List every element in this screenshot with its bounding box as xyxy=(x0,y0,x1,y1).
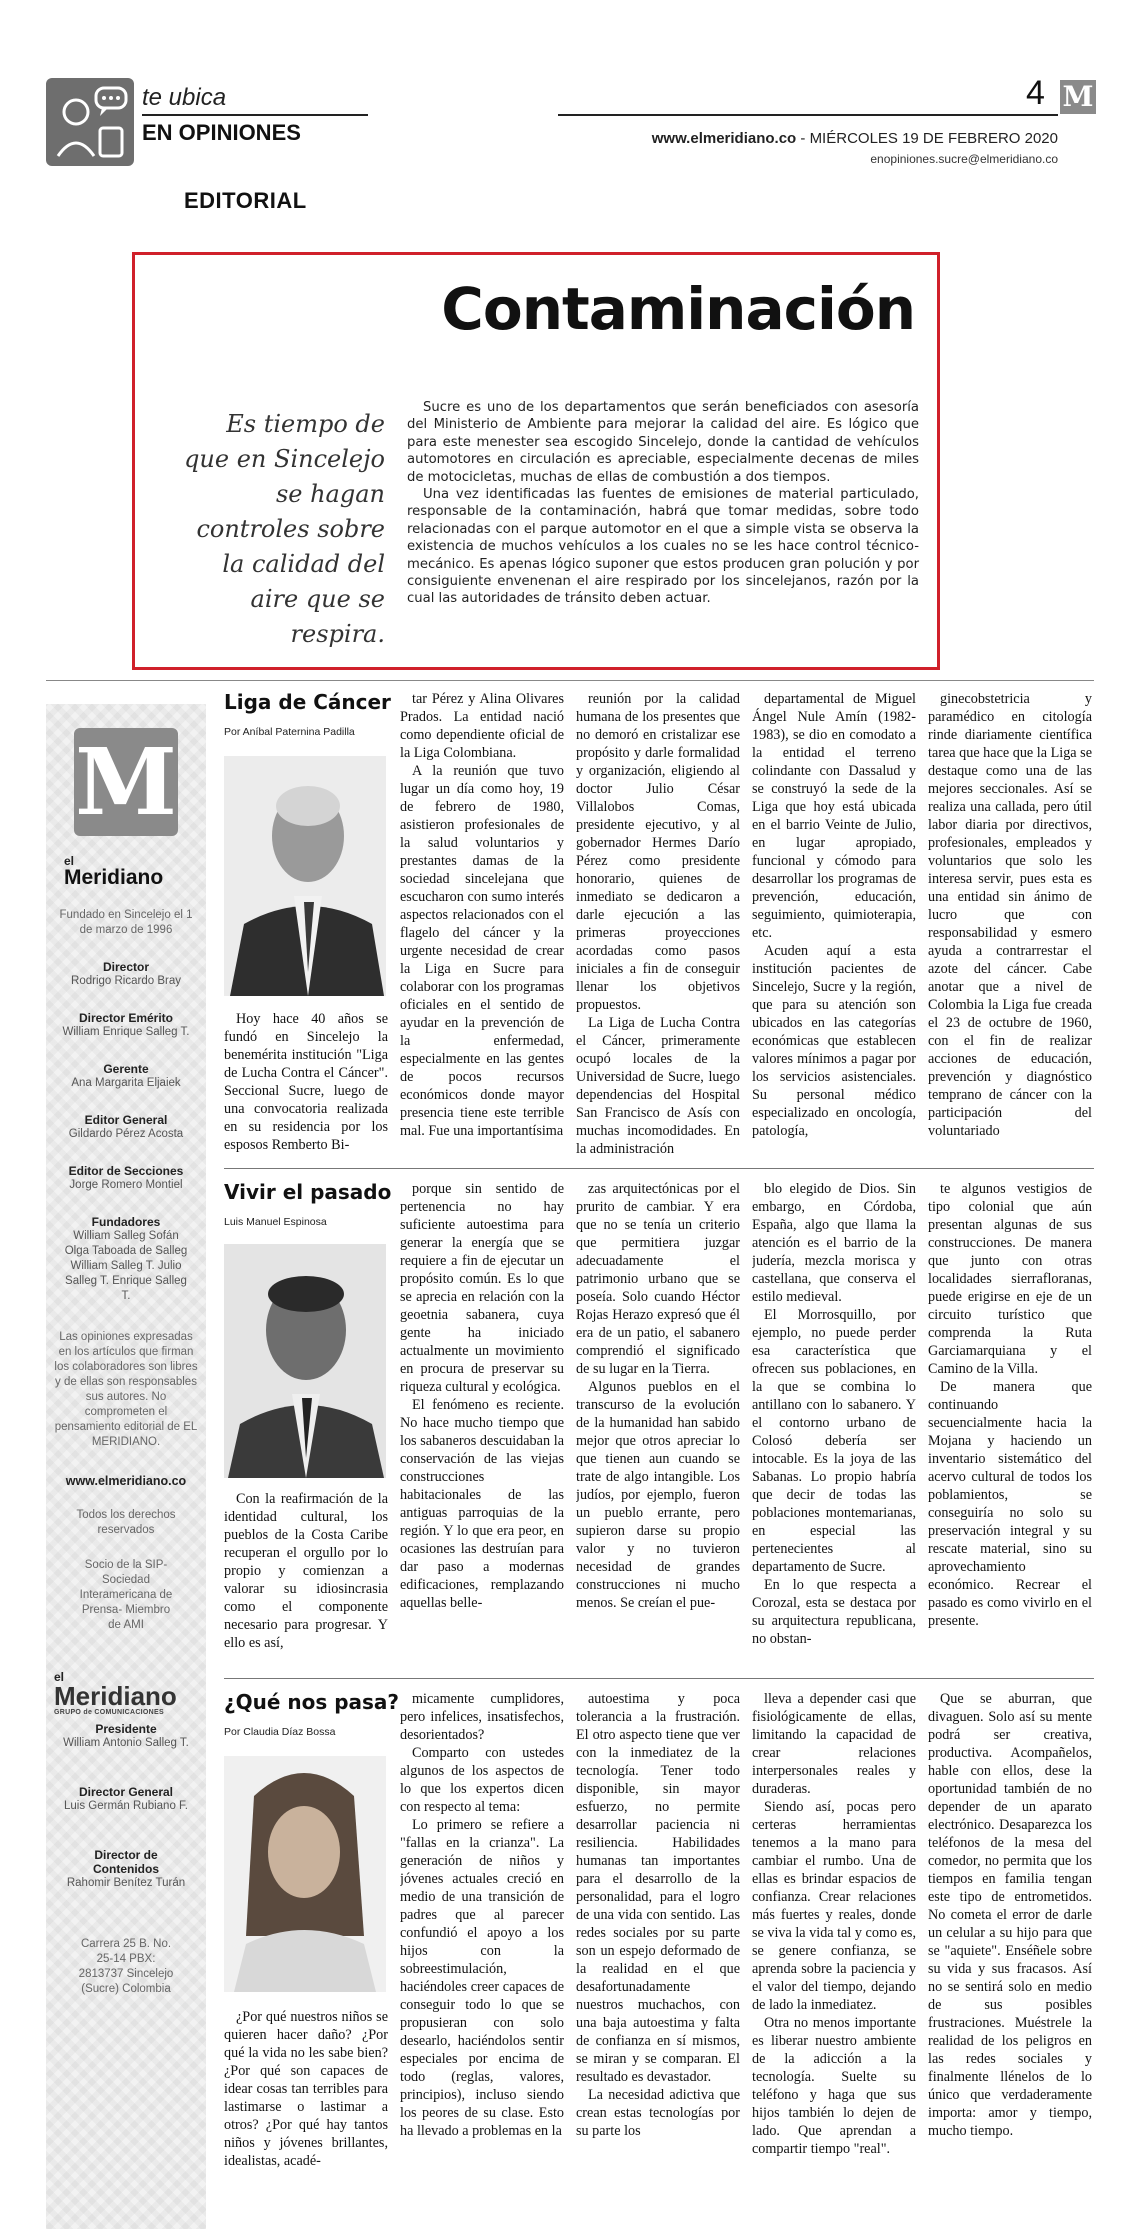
article-divider xyxy=(224,1678,1094,1679)
article-paragraph: Hoy hace 40 años se fundó en Sincelejo la benemérita institución "Liga de Lucha Contra el Cáncer". Seccional Sucre, luego de una convocatoria realizada en su residencia por los esposos Remberto Bi- xyxy=(224,1011,388,1153)
sidebar-website-link[interactable]: www.elmeridiano.co xyxy=(65,1474,187,1488)
article-byline: Por Claudia Díaz Bossa xyxy=(224,1726,336,1738)
article-paragraph: ginecobstetricia y paramédico en citología rinde diariamente científica tarea que hace que la Liga se destaque como una de las mejores seccionales. Así se realiza una callada, pero útil labor diaria por directivos, profesionales, empleados y voluntarios que solo les interesa servir, pues esta es una entidad sin ánimo de lucro que con responsabilidad y esmero ayuda a contrarrestar el azote del cáncer. Cabe anotar que a nivel de Colombia la Liga fue creada el 23 de octubre de 1960, con el fin de realizar acciones de educación, prevención y diagnóstico temprano de cáncer con la participación del voluntariado xyxy=(928,691,1092,1139)
staff-role: Editor de Secciones xyxy=(68,1164,184,1178)
article-liga-de-cancer xyxy=(224,690,1094,1160)
editorial-pullquote: Es tiempo de que en Sincelejo se hagan controles sobre la calidad del aire que se respira. xyxy=(184,410,385,648)
article-paragraph: El fenómeno es reciente. No hace mucho tiempo que los sabaneros descuidaban la conservación de las viejas construcciones habitacionales de las antiguas parroquias de la región. Y lo que era peor, en ocasiones las destruían para dar paso a modernas edificaciones, remplazando aquellas belle- xyxy=(400,1397,564,1611)
article-paragraph: Siendo así, pocas pero certeras herramientas tenemos a la mano para cambiar el rumbo. Una de ellas es brindar espacios de confianza. Crear relaciones más fuertes y reales, donde se viva la vida tal y como es, se genere confianza, se aprenda sobre la paciencia y el valor del tiempo, dejando de lado la inmediatez. xyxy=(752,1799,916,2013)
article-paragraph: Otra no menos importante es liberar nuestro ambiente de la adicción a la tecnología. Suelte su teléfono y haga que sus hijos también lo dejen de lado. Que aprendan a compartir tiempo "real". xyxy=(752,2015,916,2157)
editorial-label: EDITORIAL xyxy=(184,188,307,213)
author-photo xyxy=(224,1244,386,1478)
brand-prefix: el xyxy=(64,854,75,868)
article-column xyxy=(928,1180,1092,1666)
editorial-title: Contaminación xyxy=(441,275,915,343)
opinion-chat-icon xyxy=(46,78,134,166)
article-column xyxy=(400,690,564,1156)
header-divider xyxy=(558,114,1058,116)
article-que-nos-pasa xyxy=(224,1690,1094,2222)
article-paragraph: La Liga de Lucha Contra el Cáncer, primeramente ocupó locales de la Universidad de Sucre, luego dependencias del Hospital San Francisco de Asís con muchas incomodidades. En la administración xyxy=(576,1015,740,1156)
article-paragraph: micamente cumplidores, pero infelices, insatisfechos, desorientados? xyxy=(400,1691,564,1743)
editorial-paragraph: Sucre es uno de los departamentos que serán beneficiados con asesoría del Ministerio de Ambiente para mejorar la calidad del aire. Es lógico que para este menester sea escogido Sincelejo, donde la cantidad de vehículos automotores en circulación es apreciable, especialmente decenas de miles de motocicletas, muchas de ellas de combustión a dos tiempos. xyxy=(407,400,919,485)
website-link[interactable]: www.elmeridiano.co xyxy=(651,130,797,147)
article-paragraph: ¿Por qué nuestros niños se quieren hacer daño? ¿Por qué la vida no les sabe bien? ¿Por qué son capaces de idear cosas tan terribles para lastimarse o lastimar a otros? ¿Por qué hay tantos niños y jóvenes brillantes, idealistas, acadé- xyxy=(224,2009,388,2169)
article-paragraph: A la reunión que tuvo lugar un día como hoy, 19 de febrero de 1980, asistieron profesionales de la salud voluntarios y prestantes damas de la sociedad sincelejana que escucharon con sumo interés aspectos relacionados con el flagelo del cáncer y la urgente necesidad de crear la Liga en Sucre para colaborar con los programas oficiales en el sentido de ayudar en la prevención de la enfermedad, especialmente en las gentes de pocos recursos económicos donde mayor presencia tiene este terrible mal. Fue una importantísima xyxy=(400,763,564,1139)
article-paragraph: Con la reafirmación de la identidad cultural, los pueblos de la Costa Caribe recuperan el orgullo por lo propio y comienzan a valorar su idiosincrasia como el componente necesario para progresar. Y ello es así, xyxy=(224,1491,388,1651)
article-column xyxy=(752,1180,916,1666)
article-paragraph: Que se aburran, que divaguen. Solo así su mente podrá ser creativa, productiva. Acompañelos, hable con ellos, dese la oportunidad también de no depender de un aparato electrónico. Desaparezca los teléfonos de la mesa del comedor, no permita que los tiempos en familia tengan este tipo de entrometidos. No cometa el error de darle un celular a su hijo para que se "aquiete". Enséñele sobre su vida y sus fracasos. Así no se sentirá solo en medio de sus posibles frustraciones. Muéstrele la realidad de los peligros en las redes sociales y finalmente llénelos de lo único que verdaderamente importa: amor y tiempo, mucho tiempo. xyxy=(928,1691,1092,2139)
article-paragraph: Acuden aquí a esta institución pacientes de Sincelejo, Sucre y la región, que para su atención son ubicados en las categorías económicas que establecen valores mínimos a pagar por los servicios asistenciales. Su personal médico especializado en oncología, patología, xyxy=(752,943,916,1139)
masthead-sidebar xyxy=(46,704,206,2229)
article-column xyxy=(928,690,1092,1156)
staff-role: Editor General xyxy=(84,1113,168,1127)
article-divider xyxy=(224,1168,1094,1169)
contact-email[interactable]: enopiniones.sucre@elmeridiano.co xyxy=(870,152,1058,166)
staff-name: Gildardo Pérez Acosta xyxy=(68,1128,184,1140)
article-paragraph: Comparto con ustedes algunos de los aspectos de lo que los expertos dicen con respecto al tema: xyxy=(400,1745,564,1815)
staff-name: William Salleg Sofán Olga Taboada de Salleg William Salleg T. Julio Salleg T. Enrique Salleg T. xyxy=(64,1230,188,1302)
staff-role: Director Emérito xyxy=(78,1011,174,1025)
founded-note: Fundado en Sincelejo el 1 de marzo de 1996 xyxy=(59,909,193,936)
meridiano-logo-icon: M xyxy=(75,728,177,836)
article-byline: Luis Manuel Espinosa xyxy=(224,1216,327,1228)
brand-name: Meridiano xyxy=(64,866,164,889)
kicker-text: te ubica xyxy=(142,84,227,111)
article-column xyxy=(752,1690,916,2218)
staff-role: Presidente xyxy=(95,1722,157,1736)
article-column xyxy=(224,2008,388,2218)
article-column xyxy=(752,690,916,1156)
article-column xyxy=(576,1180,740,1666)
kicker-divider xyxy=(142,114,368,116)
article-column xyxy=(576,690,740,1156)
article-paragraph: La necesidad adictiva que crean estas tecnologías por su parte los xyxy=(576,2087,740,2139)
rights-note: Todos los derechos reservados xyxy=(76,1509,176,1536)
editorial-box xyxy=(132,252,940,670)
article-paragraph: zas arquitectónicas por el prurito de cambiar. Y era que no se tenía un criterio que permitiera juzgar adecuadamente el patrimonio urbano que se poseía. Solo cuando Héctor Rojas Herazo expresó que él era de un patio, el sabanero comprendió el significado de su lugar en la Tierra. xyxy=(576,1181,740,1377)
article-title: Liga de Cáncer xyxy=(224,690,391,714)
page-header xyxy=(46,74,1096,168)
article-paragraph: En lo que respecta a Corozal, esta se destaca por su arquitectura republicana, no obstan- xyxy=(752,1577,916,1647)
group-brand-prefix: el xyxy=(54,1670,65,1684)
staff-name: Luis Germán Rubiano F. xyxy=(63,1800,188,1812)
article-column xyxy=(400,1180,564,1666)
article-column xyxy=(224,1490,388,1666)
article-paragraph: De manera que continuando secuencialmente hacia la Mojana y haciendo un inventario sistemático del acervo cultural de todos los poblamientos, se conseguiría no solo su preservación integral y su rescate material, sino su aprovechamiento económico. Recrear el pasado es como vivirlo en el presente. xyxy=(928,1379,1092,1629)
article-column xyxy=(224,1010,388,1156)
article-column xyxy=(400,1690,564,2218)
editorial-body xyxy=(407,399,919,608)
article-column xyxy=(928,1690,1092,2218)
staff-role: Director de Contenidos xyxy=(93,1848,159,1876)
group-brand xyxy=(46,1671,206,1716)
staff-role: Director General xyxy=(78,1785,174,1799)
article-paragraph: departamental de Miguel Ángel Nule Amín (1982-1983), se dio en comodato a la entidad el terreno colindante con Dassalud y se construyó la sede de la Liga que hoy está ubicada en el barrio Veinte de Julio, en lugar apropiado, funcional y cómodo para desarrollar los programas de prevención, educación, seguimiento, quimioterapia, etc. xyxy=(752,691,916,941)
masthead-brand xyxy=(46,854,206,888)
staff-name: Ana Margarita Eljaiek xyxy=(71,1077,181,1089)
article-paragraph: porque sin sentido de pertenencia no hay suficiente autoestima para generar la energía que se requiere a fin de ejecutar un propósito común. Es lo que se aprecia en relación con la geoetnia sabanera, cuya gente ha iniciado actualmente un movimiento en procura de preservar su riqueza cultural y ecológica. xyxy=(400,1181,564,1395)
author-photo xyxy=(224,1756,386,1992)
staff-name: William Enrique Salleg T. xyxy=(62,1026,190,1038)
article-paragraph: te algunos vestigios de tipo colonial que aún presentan algunas de sus construcciones. De manera que junto con otras localidades sierrafloranas, puede erigirse en eje de un circuito turístico que comprenda la Ruta Garciamarquiana y el Camino de la Villa. xyxy=(928,1181,1092,1377)
author-photo xyxy=(224,756,386,996)
article-title: Vivir el pasado xyxy=(224,1180,392,1204)
article-title: ¿Qué nos pasa? xyxy=(224,1690,400,1714)
section-divider xyxy=(46,680,1094,681)
dateline-separator: - xyxy=(800,130,810,147)
dateline xyxy=(652,130,1058,147)
article-paragraph: blo elegido de Dios. Sin embargo, en Córdoba, España, algo que llama la atención es el barrio de la judería, mezcla morisca y castellana, que conserva el estilo medieval. xyxy=(752,1181,916,1305)
staff-role: Gerente xyxy=(103,1062,149,1076)
article-byline: Por Aníbal Paternina Padilla xyxy=(224,726,355,738)
page-number: 4 xyxy=(1026,74,1045,112)
article-paragraph: El Morrosquillo, por ejemplo, no puede perder esa característica que ofrecen sus poblaciones, en la que se combina lo antillano con lo sabanero. Y el contorno urbano de Colosó debería ser intocable. Es la joya de las Sabanas. Lo propio habría que decir de todas las poblaciones montemarianas, en especial las pertenecientes al departamento de Sucre. xyxy=(752,1307,916,1575)
group-brand-tagline: GRUPO de COMUNICACIONES xyxy=(54,1709,164,1716)
article-paragraph: tar Pérez y Alina Olivares Prados. La entidad nació como dependiente oficial de la Liga Colombiana. xyxy=(400,691,564,761)
article-paragraph: lleva a depender casi que fisiológicamente de ellas, limitando la capacidad de crear relaciones interpersonales reales y duraderas. xyxy=(752,1691,916,1797)
article-paragraph: autoestima y poca tolerancia a la frustración. El otro aspecto tiene que ver con la inmediatez de la tecnología. Tener todo disponible, sin mayor esfuerzo, no permite desarrollar paciencia ni resiliencia. Habilidades humanas tan importantes para el desarrollo de la personalidad, para el logro de una vida con sentido. Las redes sociales por su parte son un espejo deformado de la realidad en el que desafortunadamente nuestros muchachos, con una baja autoestima y falta de confianza en sí mismos, se miran y se comparan. El resultado es devastador. xyxy=(576,1691,740,2085)
issue-date: MIÉRCOLES 19 DE FEBRERO 2020 xyxy=(809,130,1058,147)
article-column xyxy=(576,1690,740,2218)
group-brand-name: Meridiano xyxy=(54,1681,177,1711)
article-paragraph: reunión por la calidad humana de los presentes que no demoró en cristalizar ese propósito y darle formalidad y organización, eligiendo al doctor Julio César Villalobos Comas, presidente ejecutivo, y al gobernador Hermes Darío Pérez como presidente honorario, quienes de inmediato se dedicaron a darle ejecución a las primeras proyecciones acordadas como pasos iniciales a fin de conseguir llenar los objetivos propuestos. xyxy=(576,691,740,1013)
staff-role: Director xyxy=(102,960,149,974)
staff-name: William Antonio Salleg T. xyxy=(63,1737,189,1749)
article-paragraph: Lo primero se refiere a "fallas en la crianza". La generación de niños y jóvenes actuales creció en medio de una transición de padres que al parecer confundió el apoyo a los hijos con la sobreestimulación, haciéndoles creer capaces de conseguir todo lo que se propusieran con solo desearlo, haciéndolos sentir especiales por encima de todo (reglas, valores, principios), incluso siendo los peores de su clase. Esto ha llevado a problemas en la xyxy=(400,1817,564,2139)
meridiano-badge-icon: M xyxy=(1060,80,1096,114)
staff-name: Jorge Romero Montiel xyxy=(69,1179,183,1191)
opinion-disclaimer: Las opiniones expresadas en los artículos que firman los colaboradores son libres y de ellas son responsables sus autores. No comprometen el pensamiento editorial de EL MERIDIANO. xyxy=(54,1331,198,1448)
staff-name: Rodrigo Ricardo Bray xyxy=(71,975,181,987)
section-name: EN OPINIONES xyxy=(142,120,301,145)
editorial-paragraph: Una vez identificadas las fuentes de emisiones de material particulado, responsable de la contaminación, habrá que tomar medidas, sobre todo relacionadas con el parque automotor en el que a simple vista se observa la existencia de muchos vehículos a los cuales no se les hace control técnico-mecánico. Es apenas lógico suponer que estos producen gran polución y por consiguiente envenenan el aire respirado por los sincelejanos, razón por la cual las autoridades de tránsito deben actuar. xyxy=(407,487,919,607)
membership-note: Socio de la SIP- Sociedad Interamericana de Prensa- Miembro de AMI xyxy=(79,1559,173,1631)
article-paragraph: Algunos pueblos en el transcurso de la evolución de la humanidad han sabido mejor que otros apreciar lo que tienen aun cuando se trate de algo intangible. Los judíos, por ejemplo, fueron un pueblo errante, pero supieron darse su propio valor y no tuvieron necesidad de grandes construcciones ni mucho menos. Se creían el pue- xyxy=(576,1379,740,1611)
staff-role: Fundadores xyxy=(91,1215,161,1229)
article-vivir-el-pasado xyxy=(224,1180,1094,1670)
address-note: Carrera 25 B. No. 25-14 PBX: 2813737 Sincelejo (Sucre) Colombia xyxy=(78,1938,174,1995)
staff-name: Rahomir Benítez Turán xyxy=(66,1877,186,1889)
